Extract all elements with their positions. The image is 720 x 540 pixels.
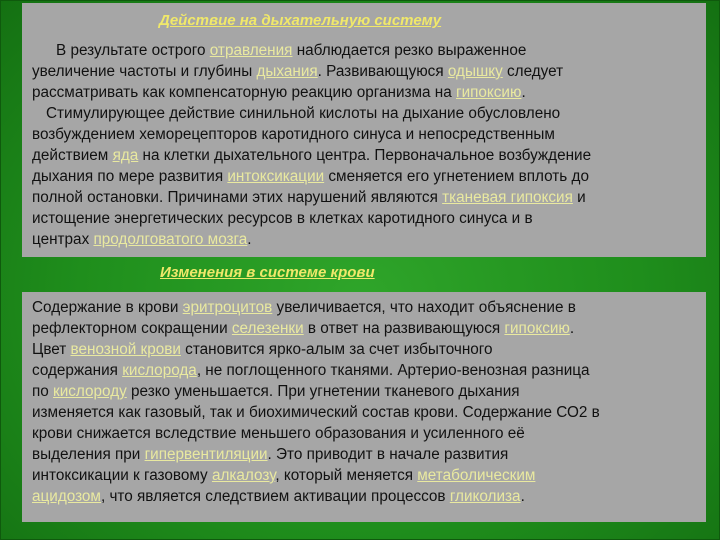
text-line [32, 486, 704, 507]
text-line [32, 360, 704, 381]
paragraph-blood-changes [32, 297, 704, 507]
term-link[interactable]: эритроцитов [182, 299, 273, 316]
text-line [32, 339, 704, 360]
heading-blood-system: Изменения в системе крови [160, 264, 375, 281]
text-line [32, 166, 704, 187]
text-line [32, 229, 704, 250]
text-run: возбуждением хеморецепторов каротидного синуса и непосредственным [32, 126, 555, 143]
text-line [32, 423, 704, 444]
text-run: , что является следствием активации процессов [100, 488, 450, 505]
term-link[interactable]: продолговатого мозга [93, 231, 248, 248]
text-run: по [32, 383, 54, 400]
text-run: . [569, 320, 575, 337]
text-line [32, 297, 704, 318]
text-run: . [247, 231, 252, 248]
term-link[interactable]: кислорода [122, 362, 197, 379]
term-link[interactable]: гликолиза [449, 488, 521, 505]
term-link[interactable]: кислороду [53, 383, 127, 400]
text-run: полной остановки. Причинами этих нарушений являются [32, 189, 443, 206]
text-run: резко уменьшается. При угнетении тканевого дыхания [126, 383, 520, 400]
term-link[interactable]: метаболическим [417, 467, 536, 484]
text-line [32, 318, 704, 339]
text-run: В результате острого [56, 42, 210, 59]
text-run: . [521, 84, 526, 101]
term-link[interactable]: одышку [447, 63, 503, 80]
text-line [32, 82, 704, 103]
text-line [32, 465, 704, 486]
text-run: действием [32, 147, 113, 164]
text-run: . Это приводит в начале развития [267, 446, 509, 463]
text-run: в ответ на развивающуюся [303, 320, 505, 337]
term-link[interactable]: яда [112, 147, 139, 164]
term-link[interactable]: дыхания [256, 63, 318, 80]
text-line [32, 124, 704, 145]
text-run: . [520, 488, 525, 505]
text-run: рефлекторном сокращении [32, 320, 232, 337]
term-link[interactable]: гипоксию [456, 84, 522, 101]
term-link[interactable]: ацидозом [32, 488, 101, 505]
text-run: сменяется его угнетением вплоть до [324, 168, 589, 185]
text-run: истощение энергетических ресурсов в клетках каротидного синуса и в [32, 210, 533, 227]
text-line [32, 208, 704, 229]
term-link[interactable]: интоксикации [227, 168, 325, 185]
text-line [32, 444, 704, 465]
text-run: становится ярко-алым за счет избыточного [180, 341, 493, 358]
text-run: дыхания по мере развития [32, 168, 228, 185]
text-run: следует [502, 63, 564, 80]
text-run: увеличение частоты и глубины [32, 63, 257, 80]
term-link[interactable]: гипоксию [504, 320, 570, 337]
term-link[interactable]: алкалозу [211, 467, 276, 484]
text-line [32, 103, 704, 124]
text-run: увеличивается, что находит объяснение в [272, 299, 576, 316]
text-run: Стимулирующее действие синильной кислоты на дыхание обусловлено [46, 105, 561, 122]
term-link[interactable]: тканевая гипоксия [442, 189, 573, 206]
term-link[interactable]: селезенки [231, 320, 304, 337]
text-run: . Развивающуюся [317, 63, 448, 80]
paragraph-respiratory-effects [32, 40, 704, 250]
text-run: Цвет [32, 341, 71, 358]
text-run: крови снижается вследствие меньшего образования и усиленного её [32, 425, 525, 442]
term-link[interactable]: отравления [209, 42, 293, 59]
text-line [32, 145, 704, 166]
text-run: на клетки дыхательного центра. Первоначальное возбуждение [138, 147, 592, 164]
text-line [32, 402, 704, 423]
text-run: , который меняется [275, 467, 418, 484]
text-line [32, 187, 704, 208]
text-run: содержания [32, 362, 123, 379]
text-line [32, 381, 704, 402]
text-run: интоксикации к газовому [32, 467, 212, 484]
text-run: рассматривать как компенсаторную реакцию организма на [32, 84, 456, 101]
term-link[interactable]: венозной крови [70, 341, 181, 358]
text-run: изменяется как газовый, так и биохимический состав крови. Содержание СО2 в [32, 404, 600, 421]
text-run: центрах [32, 231, 94, 248]
text-run: , не поглощенного тканями. Артерио-венозная разница [196, 362, 590, 379]
text-line [32, 40, 704, 61]
text-line [32, 61, 704, 82]
text-run: наблюдается резко выраженное [292, 42, 527, 59]
term-link[interactable]: гипервентиляции [144, 446, 268, 463]
heading-respiratory-system: Действие на дыхательную систему [159, 12, 442, 29]
text-run: выделения при [32, 446, 145, 463]
text-run: Содержание в крови [32, 299, 183, 316]
text-run: и [572, 189, 586, 206]
